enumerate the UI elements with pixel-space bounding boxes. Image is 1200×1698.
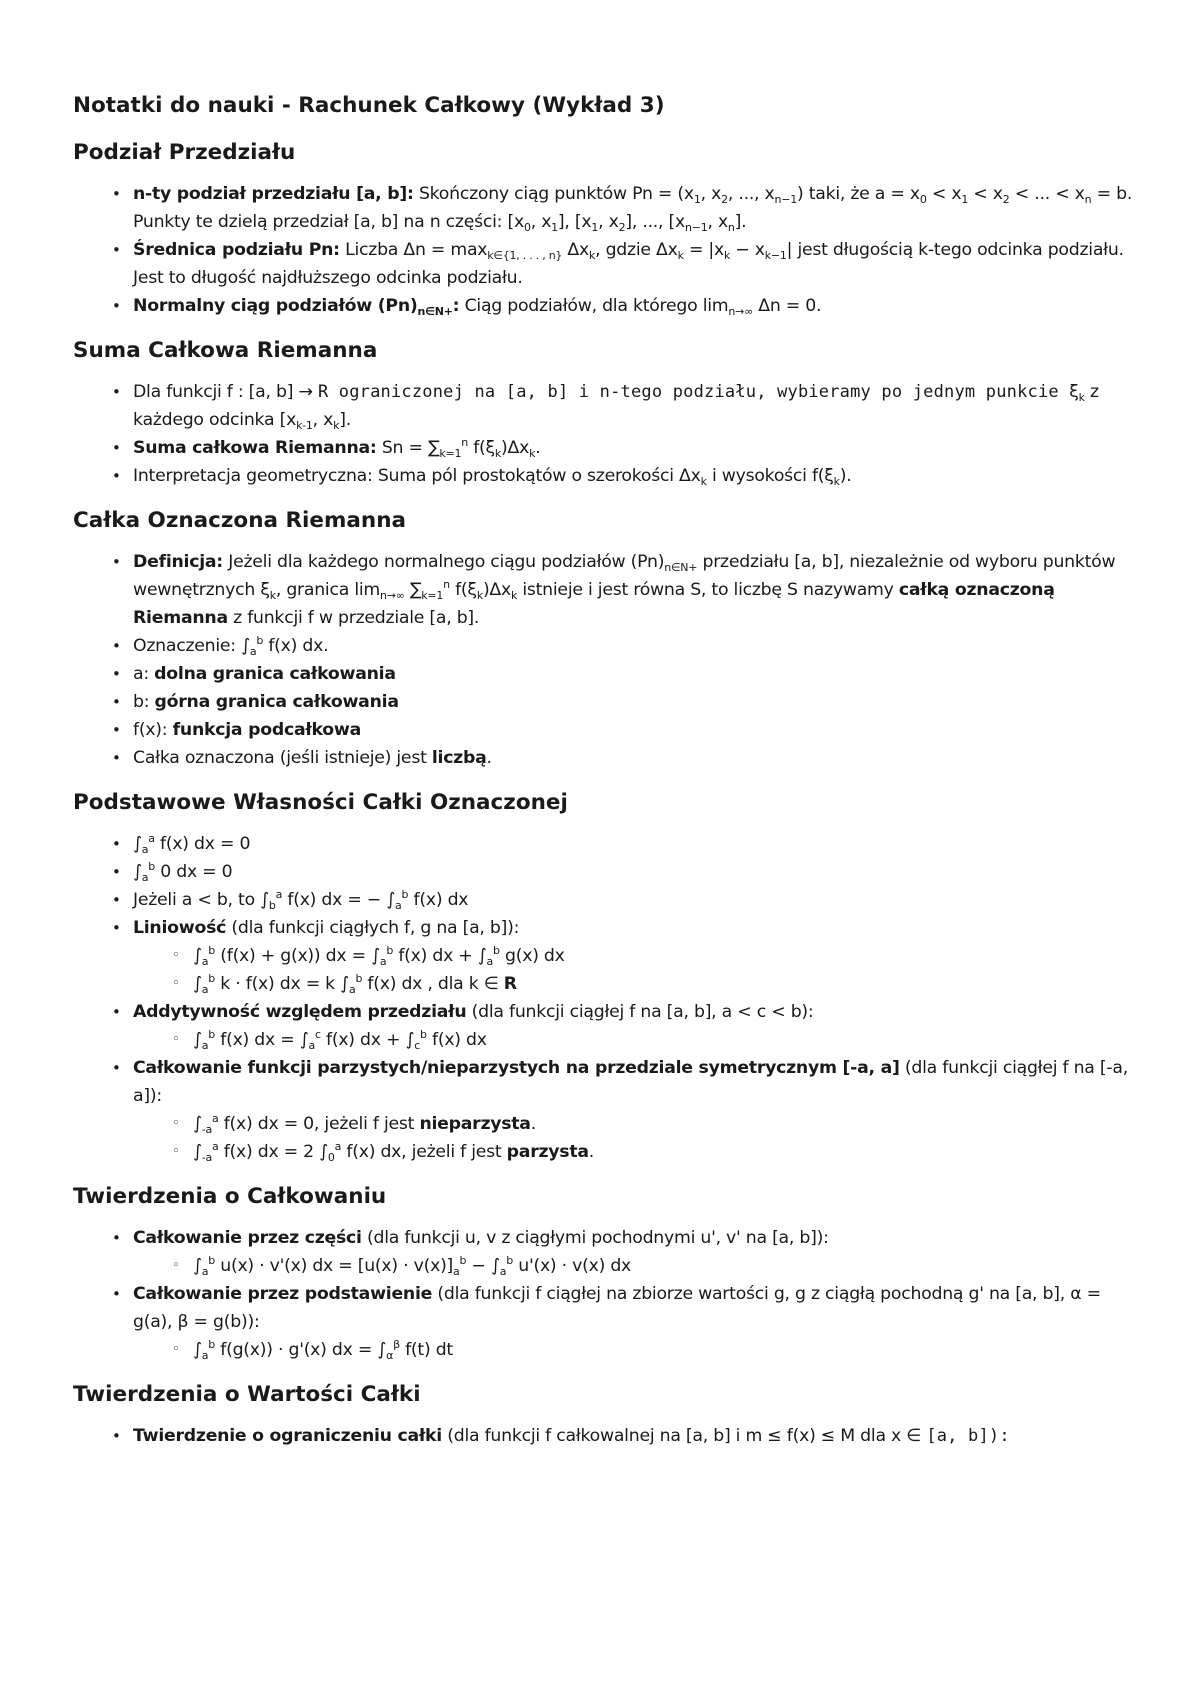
section-heading: Twierdzenia o Wartości Całki xyxy=(73,1381,421,1407)
sub-list-item xyxy=(193,970,1143,998)
list-item xyxy=(133,632,1143,660)
bullet-list xyxy=(73,180,1143,320)
list-item xyxy=(133,858,1143,886)
list-item xyxy=(133,378,1143,434)
sub-list-item-text: $\int_a^b$ f(g(x)) · g'(x) dx = $\int_\alpha^\beta$ f(t) dt xyxy=(193,1337,453,1362)
list-item-text: Suma całkowa Riemanna: $Sn = \sum_{k=1}^n$ $f(\xi_k)\Delta x_k$. xyxy=(133,435,541,460)
sub-list-item xyxy=(193,1252,1143,1280)
sub-list-item xyxy=(193,1026,1143,1054)
sub-bullet-list xyxy=(133,942,1143,998)
sub-list-item xyxy=(193,1336,1143,1364)
list-item-text: Oznaczenie: $\int_a^b$ f(x) dx. xyxy=(133,633,329,658)
sections-container xyxy=(73,139,1143,1450)
list-item xyxy=(133,830,1143,858)
list-item-text: Całkowanie funkcji parzystych/nieparzystych na przedziale symetrycznym [-a, a] (dla funkcji ciągłej f na [-a, a]): xyxy=(133,1057,1128,1106)
list-item-text: Twierdzenie o ograniczeniu całki (dla funkcji f całkowalnej na [a, b] i m ≤ f(x) ≤ M dla x ∈ [a, b]): xyxy=(133,1425,1010,1446)
list-item-text: $\int_a^a$ f(x) dx = 0 xyxy=(133,831,251,856)
section-heading: Suma Całkowa Riemanna xyxy=(73,337,378,363)
list-item-text: $\int_a^b$ 0 dx = 0 xyxy=(133,859,233,884)
section-heading: Podstawowe Własności Całki Oznaczonej xyxy=(73,789,568,815)
list-item xyxy=(133,744,1143,772)
list-item-text: Normalny ciąg podziałów $(Pn)_{n\in N+}$: Ciąg podziałów, dla którego $\lim_{n\to\infty} \Delta n = 0$. xyxy=(133,295,822,318)
list-item xyxy=(133,886,1143,914)
section-heading: Podział Przedziału xyxy=(73,139,296,165)
list-item xyxy=(133,434,1143,462)
sub-bullet-list xyxy=(133,1026,1143,1054)
list-item xyxy=(133,660,1143,688)
bullet-list xyxy=(73,830,1143,1166)
sub-list-item-text: $\int_a^b$ k · f(x) dx = k $\int_a^b$ f(x) dx , dla k ∈ R xyxy=(193,971,517,996)
list-item xyxy=(133,236,1143,292)
list-item xyxy=(133,548,1143,632)
list-item-text: Addytywność względem przedziału (dla funkcji ciągłej f na [a, b], a < c < b): xyxy=(133,1001,814,1022)
list-item xyxy=(133,462,1143,490)
sub-list-item-text: $\int_a^b$ f(x) dx = $\int_a^c$ f(x) dx + $\int_c^b$ f(x) dx xyxy=(193,1027,487,1052)
list-item xyxy=(133,1422,1143,1450)
section-heading: Całka Oznaczona Riemanna xyxy=(73,507,407,533)
list-item xyxy=(133,1280,1143,1364)
list-item xyxy=(133,292,1143,320)
sub-list-item-text: $\int_a^b$ (f(x) + g(x)) dx = $\int_a^b$ f(x) dx + $\int_a^b$ g(x) dx xyxy=(193,943,565,968)
list-item xyxy=(133,998,1143,1054)
bullet-list xyxy=(73,1224,1143,1364)
list-item-text: Dla funkcji f : [a, b] → R ograniczonej na [a, b] i n-tego podziału, wybieramy po jednym punkcie $\xi_k$ z każdego odcinka [$x_{k-1}$, $x_k$]. xyxy=(133,381,1099,432)
bullet-list xyxy=(73,378,1143,490)
sub-list-item-text: $\int_{-a}^a$ f(x) dx = 2 $\int_0^a$ f(x) dx, jeżeli f jest parzysta. xyxy=(193,1139,594,1164)
list-item-text: Całkowanie przez części (dla funkcji u, v z ciągłymi pochodnymi u', v' na [a, b]): xyxy=(133,1227,829,1248)
list-item-text: Definicja: Jeżeli dla każdego normalnego ciągu podziałów $(Pn)_{n\in N+}$ przedziału [a, b], niezależnie od wyboru punktów wewnętrznych $\xi_k$, granica $\lim_{n\to\infty} \sum_{k=1}^n$ $f(\xi_k)\Delta x_k$ istnieje i jest równa S, to liczbę S nazywamy całką oznaczoną Riemanna z funkcji f w przedziale [a, b]. xyxy=(133,551,1116,628)
sub-bullet-list xyxy=(133,1336,1143,1364)
list-item-text: Liniowość (dla funkcji ciągłych f, g na [a, b]): xyxy=(133,917,520,938)
list-item-text: Interpretacja geometryczna: Suma pól prostokątów o szerokości $\Delta x_k$ i wysokości $f(\xi_k)$. xyxy=(133,465,852,488)
list-item-text: a: dolna granica całkowania xyxy=(133,663,396,684)
list-item-text: Całka oznaczona (jeśli istnieje) jest liczbą. xyxy=(133,747,492,768)
sub-bullet-list xyxy=(133,1110,1143,1166)
bullet-list xyxy=(73,548,1143,772)
sub-list-item-text: $\int_{-a}^a$ f(x) dx = 0, jeżeli f jest nieparzysta. xyxy=(193,1111,536,1136)
list-item-text: Średnica podziału Pn: Liczba $\Delta n = \max_{k\in\{1, . . . , n\}} \Delta x_k$, gdzie $\Delta x_k = |x_k - x_{k-1}|$ jest długością k-tego odcinka podziału. Jest to długość najdłuższego odcinka podziału. xyxy=(133,239,1124,288)
section-heading: Twierdzenia o Całkowaniu xyxy=(73,1183,387,1209)
list-item xyxy=(133,180,1143,236)
list-item-text: Jeżeli a < b, to $\int_b^a$ f(x) dx = − $\int_a^b$ f(x) dx xyxy=(133,887,469,912)
list-item-text: n-ty podział przedziału [a, b]: Skończony ciąg punktów $Pn = (x_1$, $x_2$, ..., $x_{n-1}$) taki, że $a = x_0 < x_1 < x_2$ < ... < $x_n = b$. Punkty te dzielą przedział [a, b] na n części: [$x_0$, $x_1$], [$x_1$, $x_2$], ..., [$x_{n-1}$, $x_n$]. xyxy=(133,183,1133,234)
document-title: Notatki do nauki - Rachunek Całkowy (Wykład 3) xyxy=(73,93,665,118)
list-item xyxy=(133,1054,1143,1166)
list-item xyxy=(133,688,1143,716)
sub-list-item xyxy=(193,1138,1143,1166)
list-item xyxy=(133,1224,1143,1280)
sub-list-item-text: $\int_a^b$ u(x) · v'(x) dx = $[u(x) \cdot v(x)]_a^b - \int_a^b$ u'(x) · v(x) dx xyxy=(193,1253,632,1278)
list-item xyxy=(133,914,1143,998)
document xyxy=(73,92,1143,1467)
bullet-list xyxy=(73,1422,1143,1450)
sub-list-item xyxy=(193,1110,1143,1138)
list-item xyxy=(133,716,1143,744)
sub-bullet-list xyxy=(133,1252,1143,1280)
list-item-text: f(x): funkcja podcałkowa xyxy=(133,719,362,740)
list-item-text: Całkowanie przez podstawienie (dla funkcji f ciągłej na zbiorze wartości g, g z ciągłą pochodną g' na [a, b], α = g(a), β = g(b)): xyxy=(133,1283,1101,1332)
list-item-text: b: górna granica całkowania xyxy=(133,691,399,712)
sub-list-item xyxy=(193,942,1143,970)
